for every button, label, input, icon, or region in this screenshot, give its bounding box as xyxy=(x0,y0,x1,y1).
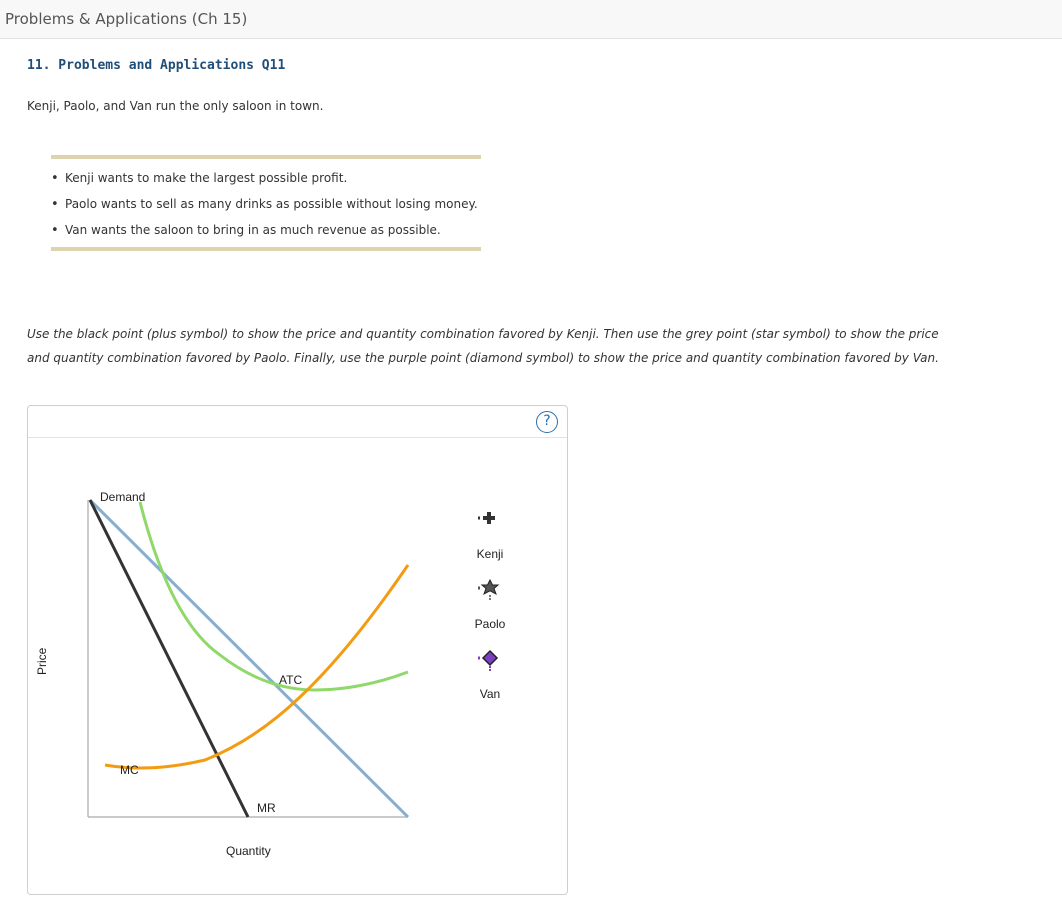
bullet-item: • Paolo wants to sell as many drinks as possible without losing money. xyxy=(51,197,478,212)
bullet-text: Van wants the saloon to bring in as much revenue as possible. xyxy=(65,223,441,237)
x-axis-title: Quantity xyxy=(226,844,271,858)
kenji-plus-tool[interactable] xyxy=(478,512,495,524)
van-label: Van xyxy=(479,687,501,701)
question-intro: Kenji, Paolo, and Van run the only saloon in town. xyxy=(27,99,324,113)
mr-label: MR xyxy=(257,801,276,815)
star-icon xyxy=(482,580,498,594)
bullet-text: Kenji wants to make the largest possible profit. xyxy=(65,171,348,185)
atc-label: ATC xyxy=(279,673,303,687)
demand-label: Demand xyxy=(100,490,146,504)
atc-curve xyxy=(140,502,408,690)
bullet-item: • Kenji wants to make the largest possible profit. xyxy=(51,171,348,186)
diamond-icon xyxy=(483,651,497,665)
y-axis-title: Price xyxy=(35,647,49,675)
paolo-star-tool[interactable] xyxy=(478,580,498,601)
plus-icon xyxy=(483,512,495,524)
van-diamond-tool[interactable] xyxy=(478,651,497,671)
bullet-text: Paolo wants to sell as many drinks as possible without losing money. xyxy=(65,197,478,211)
mc-label: MC xyxy=(120,763,139,777)
assignment-title: Problems & Applications (Ch 15) xyxy=(5,10,248,28)
kenji-label: Kenji xyxy=(476,547,504,561)
bullet-item: • Van wants the saloon to bring in as much revenue as possible. xyxy=(51,223,441,238)
paolo-label: Paolo xyxy=(474,617,506,631)
question-title: 11. Problems and Applications Q11 xyxy=(27,58,286,73)
help-button[interactable]: ? xyxy=(536,411,558,433)
instructions: Use the black point (plus symbol) to show the price and quantity combination favored by Kenji. Then use the grey point (star symbol) to show the price and quantity combination favored by Paolo. Finally, use the purple point (diamond symbol) to show the price and quantity combination favored by Van. xyxy=(27,327,939,365)
